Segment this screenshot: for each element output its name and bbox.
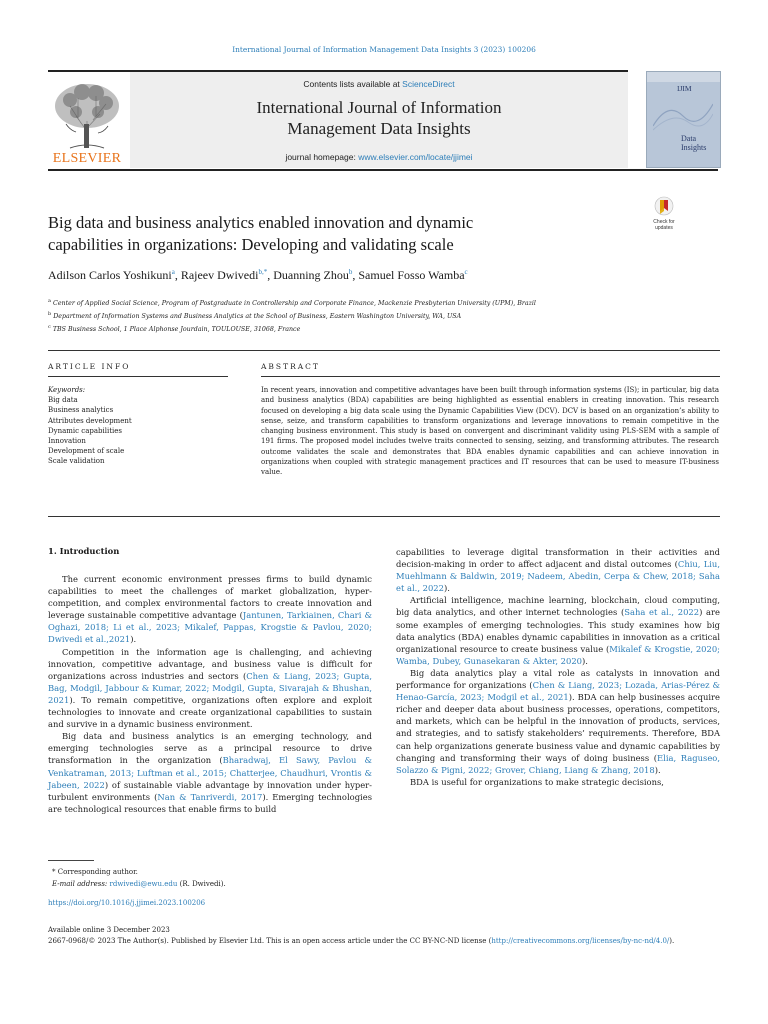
license-prefix: 2667-0968/© 2023 The Author(s). Published by Elsevier Ltd. This is an open access article under the CC BY-NC-ND license ( [48,937,492,945]
affiliation-item [48,309,688,322]
affiliation-text: TBS Business School, 1 Place Alphonse Jourdain, TOULOUSE, 31068, France [52,326,301,334]
keyword-item: Innovation [48,437,86,446]
author-separator: , [267,268,274,282]
paragraph [48,730,372,815]
keywords-block [48,385,228,467]
cover-subtitle-line1: Data [681,134,697,143]
homepage-link[interactable]: www.elsevier.com/locate/jjimei [358,152,473,162]
paragraph-text: ). [582,655,588,666]
bookmark-icon [654,196,674,216]
homepage-prefix: journal homepage: [285,152,359,162]
corresponding-author-note: * Corresponding author. [52,868,138,876]
author-name[interactable]: Adilson Carlos Yoshikuni [48,268,172,282]
citation-link[interactable]: Bharadwaj, El Sawy, Pavlou & Venkatraman, 2013; Luftman et al., 2015; Chatterjee, Chaudhuri, Vrontis & Jabeen, 2022 [48,755,372,790]
paragraph-text: ). [654,764,661,775]
author-name[interactable]: Duanning Zhou [273,268,349,282]
citation-link[interactable]: Saha et al., 2022 [624,607,700,618]
paragraph-text: Big data and business analytics is an emerging technology, and emerging technologies serve as a principal resource to drive transformation in the organization ( [48,731,372,766]
body-column-right [396,546,720,788]
citation-link[interactable]: Chen & Liang, 2023; Lozada, Arias-Pérez & Henao-García, 2023; Modgil et al., 2021 [396,680,720,703]
email-link[interactable]: rdwivedi@ewu.edu [109,880,178,888]
license-note [48,936,720,947]
paper-title [48,212,628,256]
affiliation-item [48,296,688,309]
paragraph-text: Big data analytics play a vital role as catalysts in innovation and performance for organizations ( [396,667,720,691]
citation-link[interactable]: Mikalef & Krogstie, 2020; Wamba, Dubey, Gunasekaran & Akter, 2020 [396,643,720,666]
section-rule-top [48,350,720,351]
cover-subtitle-line2: Insights [681,143,707,152]
keyword-item: Business analytics [48,406,114,415]
paragraph-text: ). [443,583,450,594]
abstract-rule [261,376,720,377]
paragraph-text: Competition in the information age is challenging, and achieving innovation, competitive advantage, and business value is difficult for organizations across industries and sectors ( [48,646,372,681]
citation-link[interactable]: Chen & Liang, 2023; Gupta, Bag, Modgil, Jabbour & Kumar, 2022; Modgil, Gupta, Sivarajah & Bhushan, 2021 [48,670,372,705]
sciencedirect-link[interactable]: ScienceDirect [402,79,455,89]
email-label: E-mail address: [52,880,110,888]
journal-reference[interactable]: International Journal of Information Management Data Insights 3 (2023) 100206 [232,45,536,54]
affiliation-mark: c [48,324,51,331]
paragraph-text: ). [130,634,137,645]
journal-title-line2: Management Data Insights [287,119,471,138]
paragraph [48,573,372,646]
cover-graphic [653,96,713,132]
author-name[interactable]: Samuel Fosso Wamba [358,268,465,282]
journal-title [130,97,628,139]
paragraph-text: The current economic environment presses firms to build dynamic capabilities to meet the challenges of market globalization, hyper-competition, and complex environmental factors to create innovation and leverage sustainable competitive advantage ( [48,574,372,621]
affiliation-mark: a [48,298,51,304]
keyword-item: Big data [48,396,78,405]
paragraph [396,667,720,776]
email-suffix: (R. Dwivedi). [177,880,226,888]
paper-title-line1: Big data and business analytics enabled innovation and dynamic [48,213,474,232]
paragraph [396,776,720,788]
paragraph-text: ). BDA can help businesses acquire richer and deeper data about business processes, operations, competitors, and markets, which can be helpful in the innovation of products, services, and strategies, and to satisfy stakeholders’ requirements. Therefore, BDA can help organizations generate business value and dynamic capabilities by changing and transforming their ways of doing business ( [396,692,720,763]
citation-link[interactable]: Elia, Raguseo, Solazzo & Pigni, 2022; Grover, Chiang, Liang & Zhang, 2018 [396,752,720,775]
contents-line [130,79,628,89]
available-online: Available online 3 December 2023 [48,926,170,934]
affiliation-text: Center of Applied Social Science, Program of Postgraduate in Controllership and Corporate Finance, Mackenzie Presbyterian University (UPM), Brazil [53,300,536,308]
paragraph-text: ). To remain competitive, organizations often explore and exploit technologies to innovate and create organizational capabilities to sustain and survive in a dynamic business environment. [48,694,372,730]
affiliation-item [48,322,688,335]
author-affiliation-mark[interactable]: a [171,268,175,276]
affiliations [48,296,688,335]
publisher-wordmark: ELSEVIER [52,151,122,166]
homepage-line [130,152,628,162]
cover-subtitle [681,134,706,152]
journal-cover[interactable] [646,71,721,168]
cover-band [647,72,720,82]
paragraph [48,646,372,731]
journal-title-line1: International Journal of Information [256,98,502,117]
author-affiliation-mark[interactable]: b [348,268,353,276]
paragraph-text: ) of sustainable viable advantage by innovation under hyper-turbulent environments ( [48,779,373,802]
publication-notes [48,925,720,947]
paragraph-text: Artificial intelligence, machine learning, blockchain, cloud computing, big data analytics, and other internet technologies ( [396,595,720,618]
footnotes [52,866,226,890]
author-list [48,268,668,283]
body-column-left [48,573,372,815]
check-updates-line1: Check for [653,219,675,225]
keywords-label: Keywords: [48,386,86,394]
introduction-heading: 1. Introduction [48,546,120,556]
keyword-item: Dynamic capabilities [48,426,123,435]
email-note [52,878,226,890]
paragraph-text: BDA is useful for organizations to make strategic decisions, [410,776,664,787]
article-info-heading: ARTICLE INFO [48,362,131,371]
paragraph [396,546,720,594]
doi-link[interactable]: https://doi.org/10.1016/j.jjimei.2023.100206 [48,899,206,907]
license-link[interactable]: http://creativecommons.org/licenses/by-nc-nd/4.0/ [491,937,670,945]
paper-title-line2: capabilities in organizations: Developing and validating scale [48,235,454,254]
check-for-updates-badge[interactable] [646,196,682,230]
citation-link[interactable]: Nan & Tanriverdi, 2017 [157,791,263,802]
abstract-text: In recent years, innovation and competitive advantages have been built through information systems (IS); in particular, big data and business analytics (BDA) capabilities are being highlighted as essential enablers in creating innovation. This research focused on developing a big data scale using the Dynamic Capabilities View (DCV). DCV is based on an organization’s ability to sense, seize, and transform capabilities to transform organizations and leverage innovations to remain competitive in the changing business environment. This study is based on convergent and discriminant validity using PLS-SEM with a sample of 191 firms. The proposed model includes twelve traits connected to sensing, seizing, and transforming attributes. The research outcome validates the scale and demonstrates that BDA enables dynamic capabilities and can achieve innovation in organizations when coupled with strategic management practices and IT resources that can be used to measure IT-business value. [261,386,719,477]
citation-link[interactable]: Jantunen, Tarkiainen, Chari & Oghazi, 2018; Li et al., 2023; Mikalef, Pappas, Krogstie & Pavlou, 2020; Dwivedi et al.,2021 [48,610,372,645]
paragraph-text: capabilities to leverage digital transformation in their activities and decision-making in order to affect adjacent and distal outcomes ( [396,547,720,570]
author-affiliation-mark[interactable]: b,* [258,268,268,276]
footnote-rule [48,860,94,861]
keyword-item: Scale validation [48,457,105,466]
affiliation-text: Department of Information Systems and Business Analytics at the School of Business, Eastern Washington University, WA, USA [53,313,462,321]
keyword-item: Attributes development [48,416,132,425]
license-suffix: ). [669,937,675,945]
section-rule-bottom [48,516,720,517]
author-separator: , [174,268,181,282]
author-affiliation-mark[interactable]: c [464,268,468,276]
abstract-heading: ABSTRACT [261,362,320,371]
masthead-bottom-rule [48,169,718,171]
paragraph [396,594,720,667]
paragraph-text: ) are some examples of emerging technologies. This study examines how big data analytics (BDA) enables dynamic capabilities in innovation as a critical organizational resource to create business value ( [396,607,720,654]
citation-link[interactable]: Chiu, Liu, Muehlmann & Baldwin, 2019; Nadeem, Abedin, Cerpa & Chew, 2018; Saha et al., 2022 [396,559,720,594]
keyword-item: Development of scale [48,447,125,456]
paragraph-text: ). Emerging technologies are technological resources that enable firms to build [48,791,372,814]
cover-title: IJIM [677,84,692,93]
affiliation-mark: b [48,311,52,318]
article-info-rule [48,376,228,377]
check-updates-line2: updates [655,224,673,231]
contents-prefix: Contents lists available at [303,79,403,89]
author-separator: , [352,268,359,282]
author-name[interactable]: Rajeev Dwivedi [180,268,259,282]
